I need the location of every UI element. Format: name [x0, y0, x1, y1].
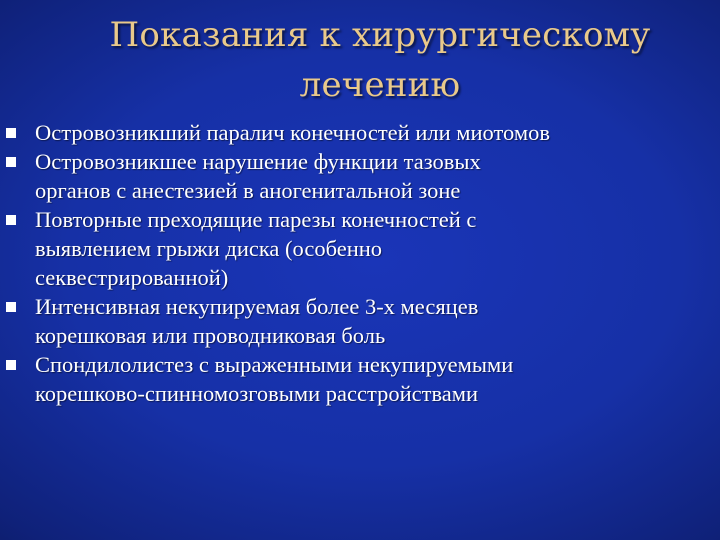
bullet-text-line: Спондилолистез с выраженными некупируемыми — [35, 352, 514, 377]
bullet-text-line: выявлением грыжи диска (особенно — [35, 236, 383, 261]
square-bullet-icon — [6, 128, 16, 138]
bullet-item-recurrent-paresis — [0, 205, 720, 292]
bullet-item-pelvic-dysfunction — [0, 147, 720, 205]
square-bullet-icon — [6, 215, 16, 225]
square-bullet-icon — [6, 360, 16, 370]
slide-title-line-1: Показания к хирургическому — [109, 15, 651, 55]
bullet-text-line: корешково-спинномозговыми расстройствами — [35, 381, 479, 406]
bullet-text-line: Повторные преходящие парезы конечностей с — [35, 207, 477, 232]
bullet-item-spondylolisthesis — [0, 350, 720, 408]
bullet-text-line: Островозникшее нарушение функции тазовых — [35, 149, 481, 174]
slide-title-line-2: лечению — [299, 65, 461, 105]
bullet-text-line: Интенсивная некупируемая более 3-х месяцев — [35, 294, 479, 319]
square-bullet-icon — [6, 157, 16, 167]
slide-title — [80, 10, 680, 110]
bullet-list — [0, 118, 720, 408]
bullet-item-paralysis — [0, 118, 720, 147]
square-bullet-icon — [6, 302, 16, 312]
bullet-text-line: органов с анестезией в аногенитальной зоне — [35, 178, 461, 203]
bullet-text-line: секвестрированной) — [35, 265, 229, 290]
bullet-text-line: Островозникший паралич конечностей или миотомов — [35, 120, 550, 145]
bullet-item-persistent-pain — [0, 292, 720, 350]
bullet-text-line: корешковая или проводниковая боль — [35, 323, 386, 348]
